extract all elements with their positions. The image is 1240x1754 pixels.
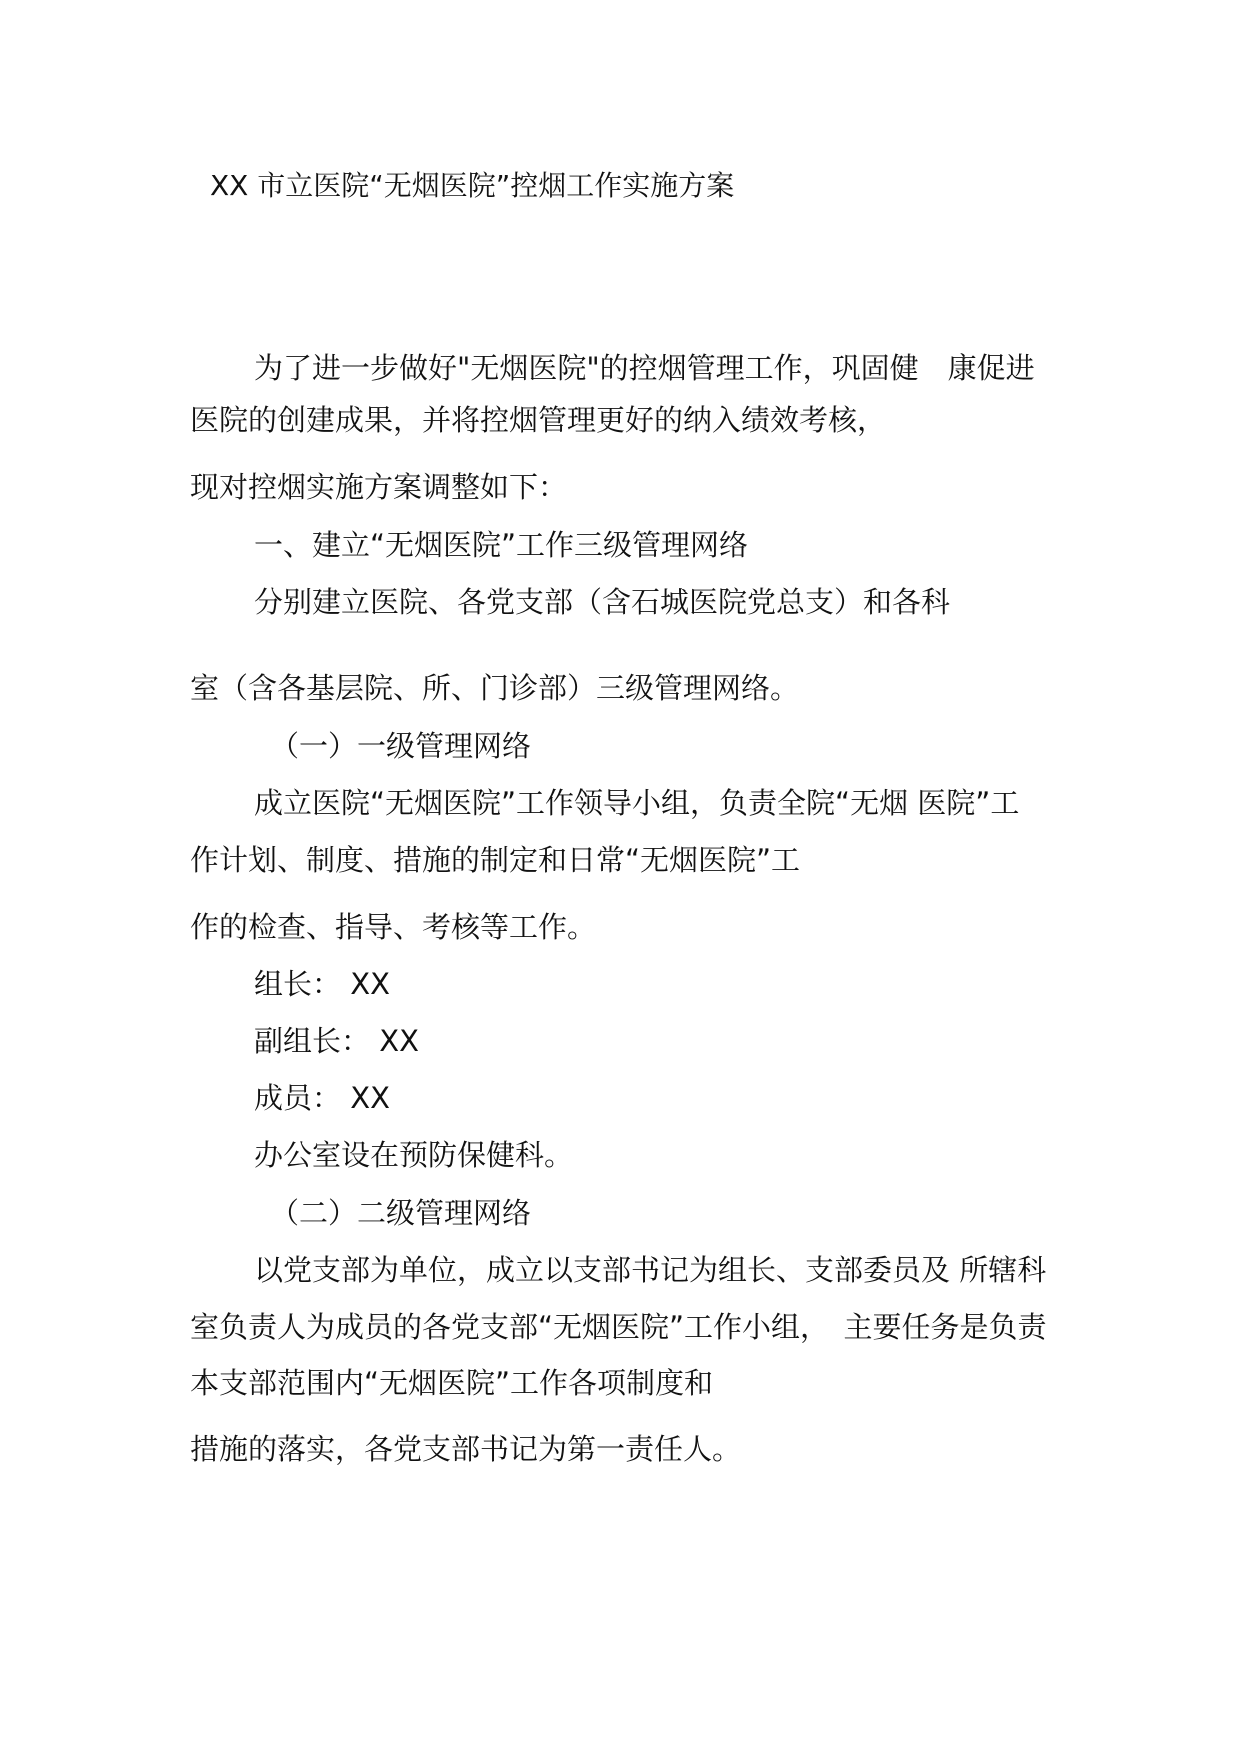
- body-line: 现对控烟实施方案调整如下：: [190, 470, 568, 504]
- body-line: 办公室设在预防保健科。: [254, 1138, 574, 1172]
- team-leader-line: 组长： XX: [254, 967, 390, 1001]
- body-line: 医院的创建成果，并将控烟管理更好的纳入绩效考核，: [190, 403, 887, 437]
- body-line: 以党支部为单位，成立以支部书记为组长、支部委员及 所辖科: [254, 1253, 1047, 1287]
- body-line: 作的检查、指导、考核等工作。: [190, 910, 597, 944]
- body-line: 室负责人为成员的各党支部“无烟医院”工作小组， 主要任务是负责: [190, 1310, 1047, 1344]
- body-line: 本支部范围内“无烟医院”工作各项制度和: [190, 1366, 714, 1400]
- deputy-leader-line: 副组长： XX: [254, 1024, 419, 1058]
- subsection-heading: （一）一级管理网络: [270, 729, 532, 763]
- body-line: 为了进一步做好"无烟医院"的控烟管理工作，巩固健 康促进: [254, 351, 1035, 385]
- document-title: XX 市立医院“无烟医院”控烟工作实施方案: [210, 169, 735, 202]
- body-line: 措施的落实，各党支部书记为第一责任人。: [190, 1432, 742, 1466]
- subsection-heading: （二）二级管理网络: [270, 1196, 532, 1230]
- body-line: 室（含各基层院、所、门诊部）三级管理网络。: [190, 671, 800, 705]
- body-line: 作计划、制度、措施的制定和日常“无烟医院”工: [190, 843, 801, 877]
- members-line: 成员： XX: [254, 1081, 390, 1115]
- body-line: 成立医院“无烟医院”工作领导小组，负责全院“无烟 医院”工: [254, 786, 1020, 820]
- body-line: 分别建立医院、各党支部（含石城医院党总支）和各科: [254, 585, 951, 619]
- section-heading: 一、建立“无烟医院”工作三级管理网络: [254, 528, 749, 562]
